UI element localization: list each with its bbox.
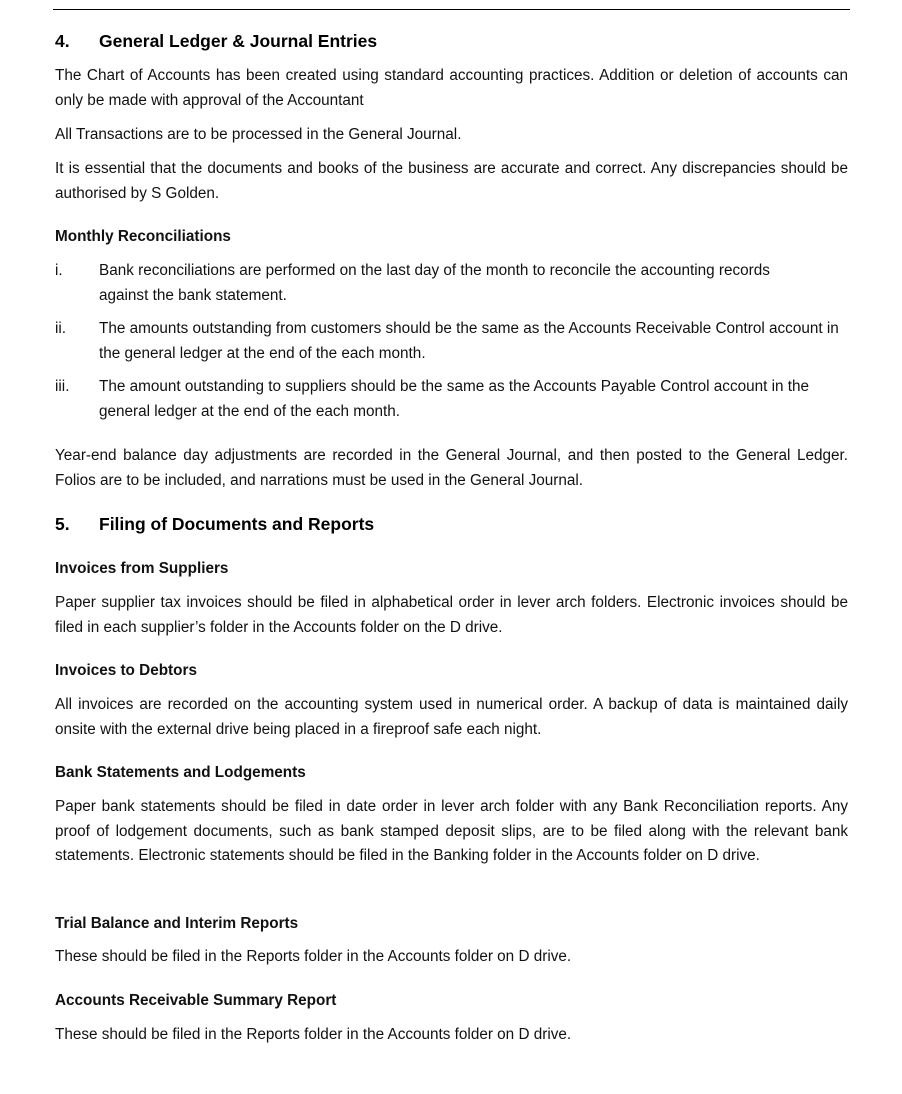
accuracy-paragraph: It is essential that the documents and books of the business are accurate and correct. Any discrepancies should be authorised by S Golden. [55, 160, 848, 202]
trial-balance-text: These should be filed in the Reports folder in the Accounts folder on D drive. [55, 948, 572, 965]
invoices-from-suppliers-heading: Invoices from Suppliers [55, 560, 229, 577]
section-5-number: 5. [55, 514, 70, 534]
reconciliation-list [55, 259, 848, 424]
chart-of-accounts-paragraph: The Chart of Accounts has been created using standard accounting practices. Addition or deletion of accounts can only be made with approval of the Accountant [55, 67, 848, 109]
section-4-title: General Ledger & Journal Entries [99, 31, 378, 51]
bank-statements-heading: Bank Statements and Lodgements [55, 764, 306, 781]
section-5-title: Filing of Documents and Reports [99, 514, 375, 534]
transactions-paragraph: All Transactions are to be processed in the General Journal. [55, 126, 462, 143]
list-marker: i. [55, 262, 63, 279]
accounts-receivable-text: These should be filed in the Reports folder in the Accounts folder on D drive. [55, 1026, 572, 1043]
invoices-to-debtors-text: All invoices are recorded on the accounting system used in numerical order. A backup of data is maintained daily onsite with the external drive being placed in a fireproof safe each night. [55, 696, 848, 738]
section-4-number: 4. [55, 31, 70, 51]
list-marker: ii. [55, 320, 67, 337]
list-item [55, 317, 848, 366]
list-text: The amount outstanding to suppliers should be the same as the Accounts Payable Control account in the general ledger at the end of the each month. [99, 378, 810, 420]
top-rule [53, 9, 850, 10]
invoices-from-suppliers-text: Paper supplier tax invoices should be filed in alphabetical order in lever arch folders. Electronic invoices should be filed in each supplier’s folder in the Accounts folder on the D drive. [55, 594, 848, 636]
list-text: Bank reconciliations are performed on the last day of the month to reconcile the accounting records against the bank statement. [99, 262, 770, 304]
invoices-to-debtors-heading: Invoices to Debtors [55, 662, 197, 679]
section-4-heading [55, 30, 377, 52]
bank-statements-text: Paper bank statements should be filed in date order in lever arch folder with any Bank Reconciliation reports. Any proof of lodgement documents, such as bank stamped deposit slips, are to be filed along with the relevant bank statements. Electronic statements should be filed in the Banking folder in the Accounts folder on D drive. [55, 798, 848, 864]
section-5-heading [55, 513, 374, 535]
list-text: The amounts outstanding from customers should be the same as the Accounts Receivable Control account in the general ledger at the end of the each month. [99, 320, 839, 362]
year-end-paragraph: Year-end balance day adjustments are recorded in the General Journal, and then posted to the General Ledger. Folios are to be included, and narrations must be used in the General Journal. [55, 447, 848, 489]
accounts-receivable-heading: Accounts Receivable Summary Report [55, 992, 337, 1009]
trial-balance-heading: Trial Balance and Interim Reports [55, 915, 299, 932]
list-item [55, 259, 848, 308]
list-item [55, 375, 848, 424]
monthly-reconciliations-heading: Monthly Reconciliations [55, 228, 231, 245]
list-marker: iii. [55, 378, 70, 395]
